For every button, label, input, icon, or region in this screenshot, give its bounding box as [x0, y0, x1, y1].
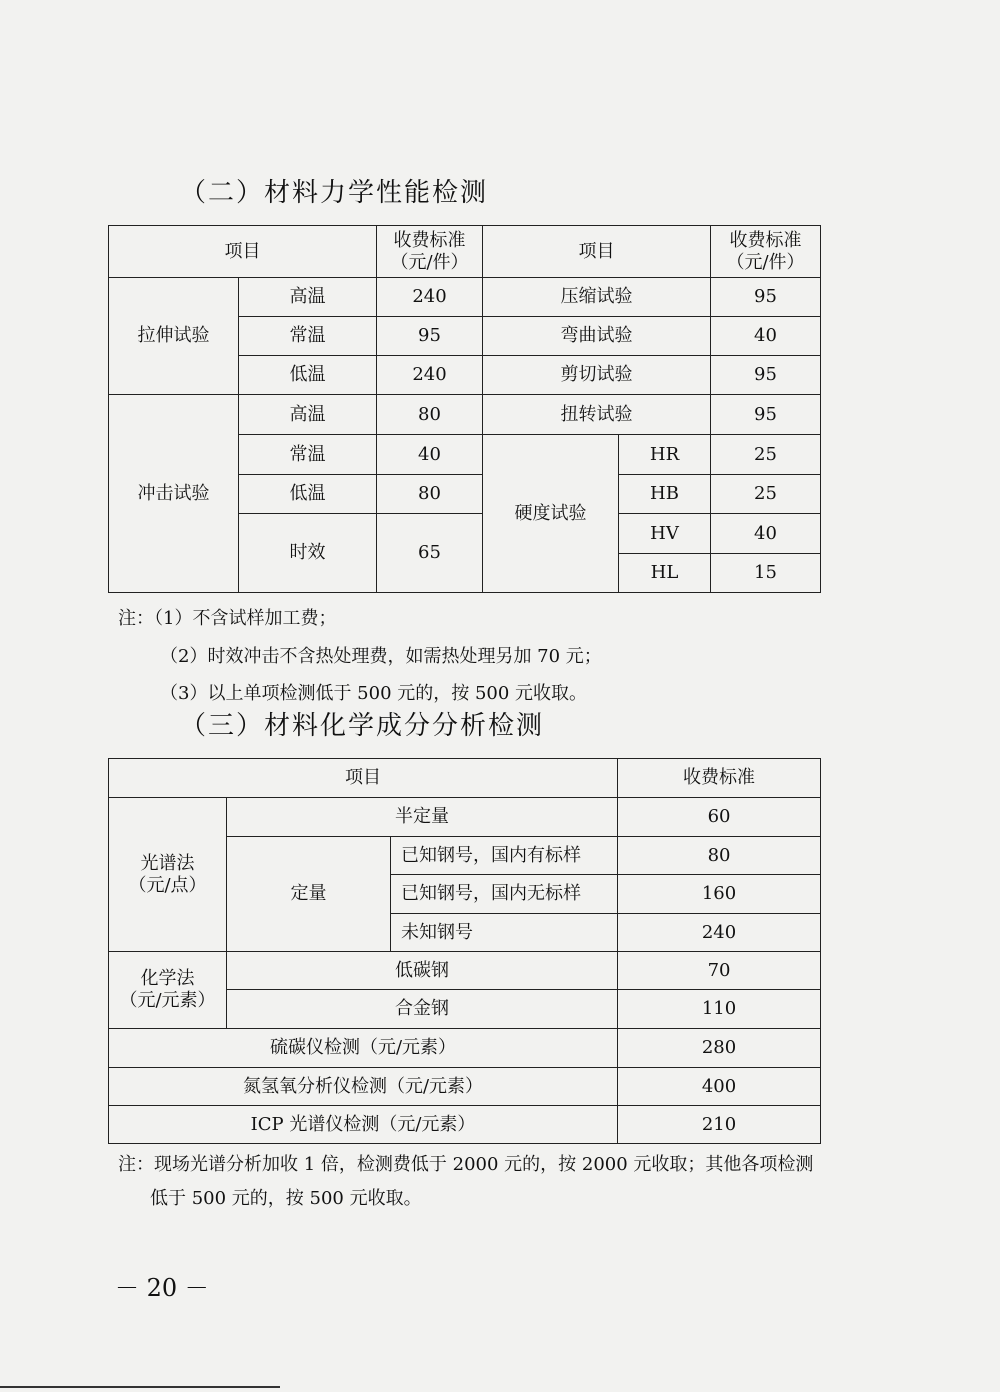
fee-value: 80 [377, 475, 483, 514]
scan-edge-line [0, 1386, 280, 1388]
table-row [109, 395, 821, 435]
table-row [109, 952, 821, 990]
fee-value: 40 [377, 435, 483, 475]
instrument-label: ICP 光谱仪检测（元/元素） [109, 1106, 618, 1144]
header-fee: 收费标准 （元/件） [711, 226, 821, 278]
fee-value: 95 [711, 356, 821, 395]
fee-value: 25 [711, 435, 821, 475]
hardness-type: HB [619, 475, 711, 514]
test-label: 剪切试验 [483, 356, 711, 395]
temp-label: 常温 [239, 317, 377, 356]
fee-value: 160 [618, 875, 821, 914]
header-item: 项目 [483, 226, 711, 278]
temp-label: 低温 [239, 356, 377, 395]
fee-value: 40 [711, 514, 821, 554]
temp-label: 时效 [239, 514, 377, 593]
fee-value: 95 [711, 278, 821, 317]
quant-row-label: 已知钢号，国内无标样 [391, 875, 618, 914]
header-item: 项目 [109, 226, 377, 278]
quant-label: 定量 [227, 837, 391, 952]
table-row [109, 798, 821, 837]
fee-value: 40 [711, 317, 821, 356]
section2-title: （二）材料力学性能检测 [180, 178, 489, 208]
test-label: 压缩试验 [483, 278, 711, 317]
note-3: （3）以上单项检测低于 500 元的，按 500 元收取。 [160, 683, 588, 704]
chemical-method-label: 化学法 （元/元素） [109, 952, 227, 1029]
mechanical-fee-table [108, 225, 821, 593]
fee-value: 240 [377, 278, 483, 317]
fee-value: 70 [618, 952, 821, 990]
table-row [109, 1068, 821, 1106]
header-fee: 收费标准 （元/件） [377, 226, 483, 278]
note-2: （2）时效冲击不含热处理费，如需热处理另加 70 元； [160, 646, 602, 667]
fee-value: 210 [618, 1106, 821, 1144]
chemical-fee-table [108, 758, 821, 1144]
fee-value: 400 [618, 1068, 821, 1106]
page-number: － 20 － [115, 1274, 209, 1302]
test-label: 弯曲试验 [483, 317, 711, 356]
table-row [109, 1029, 821, 1068]
note-1: 注：（1）不含试样加工费； [118, 608, 337, 629]
header-item: 项目 [109, 759, 618, 798]
steel-type-label: 合金钢 [227, 990, 618, 1029]
fee-value: 240 [377, 356, 483, 395]
temp-label: 高温 [239, 395, 377, 435]
test-label: 扭转试验 [483, 395, 711, 435]
fee-value: 95 [377, 317, 483, 356]
hardness-type: HR [619, 435, 711, 475]
impact-test-label: 冲击试验 [109, 395, 239, 593]
quant-row-label: 未知钢号 [391, 914, 618, 952]
fee-value: 110 [618, 990, 821, 1029]
table-header-row [109, 759, 821, 798]
fee-value: 60 [618, 798, 821, 837]
steel-type-label: 低碳钢 [227, 952, 618, 990]
hardness-test-label: 硬度试验 [483, 435, 619, 593]
section3-title: （三）材料化学成分分析检测 [180, 711, 545, 741]
temp-label: 常温 [239, 435, 377, 475]
section3-note-2: 低于 500 元的，按 500 元收取。 [150, 1188, 422, 1209]
temp-label: 高温 [239, 278, 377, 317]
fee-value: 95 [711, 395, 821, 435]
semi-quant-label: 半定量 [227, 798, 618, 837]
hardness-type: HV [619, 514, 711, 554]
quant-row-label: 已知钢号，国内有标样 [391, 837, 618, 875]
header-fee: 收费标准 [618, 759, 821, 798]
table-row [109, 278, 821, 317]
fee-value: 15 [711, 554, 821, 593]
fee-value: 240 [618, 914, 821, 952]
fee-value: 25 [711, 475, 821, 514]
fee-value: 80 [618, 837, 821, 875]
instrument-label: 氮氢氧分析仪检测（元/元素） [109, 1068, 618, 1106]
spectral-method-label: 光谱法 （元/点） [109, 798, 227, 952]
table-header-row [109, 226, 821, 278]
table-row [109, 1106, 821, 1144]
tensile-test-label: 拉伸试验 [109, 278, 239, 395]
section3-note-1: 注：现场光谱分析加收 1 倍，检测费低于 2000 元的，按 2000 元收取；其他各项检测 [118, 1154, 814, 1175]
fee-value: 65 [377, 514, 483, 593]
temp-label: 低温 [239, 475, 377, 514]
instrument-label: 硫碳仪检测（元/元素） [109, 1029, 618, 1068]
hardness-type: HL [619, 554, 711, 593]
fee-value: 80 [377, 395, 483, 435]
fee-value: 280 [618, 1029, 821, 1068]
